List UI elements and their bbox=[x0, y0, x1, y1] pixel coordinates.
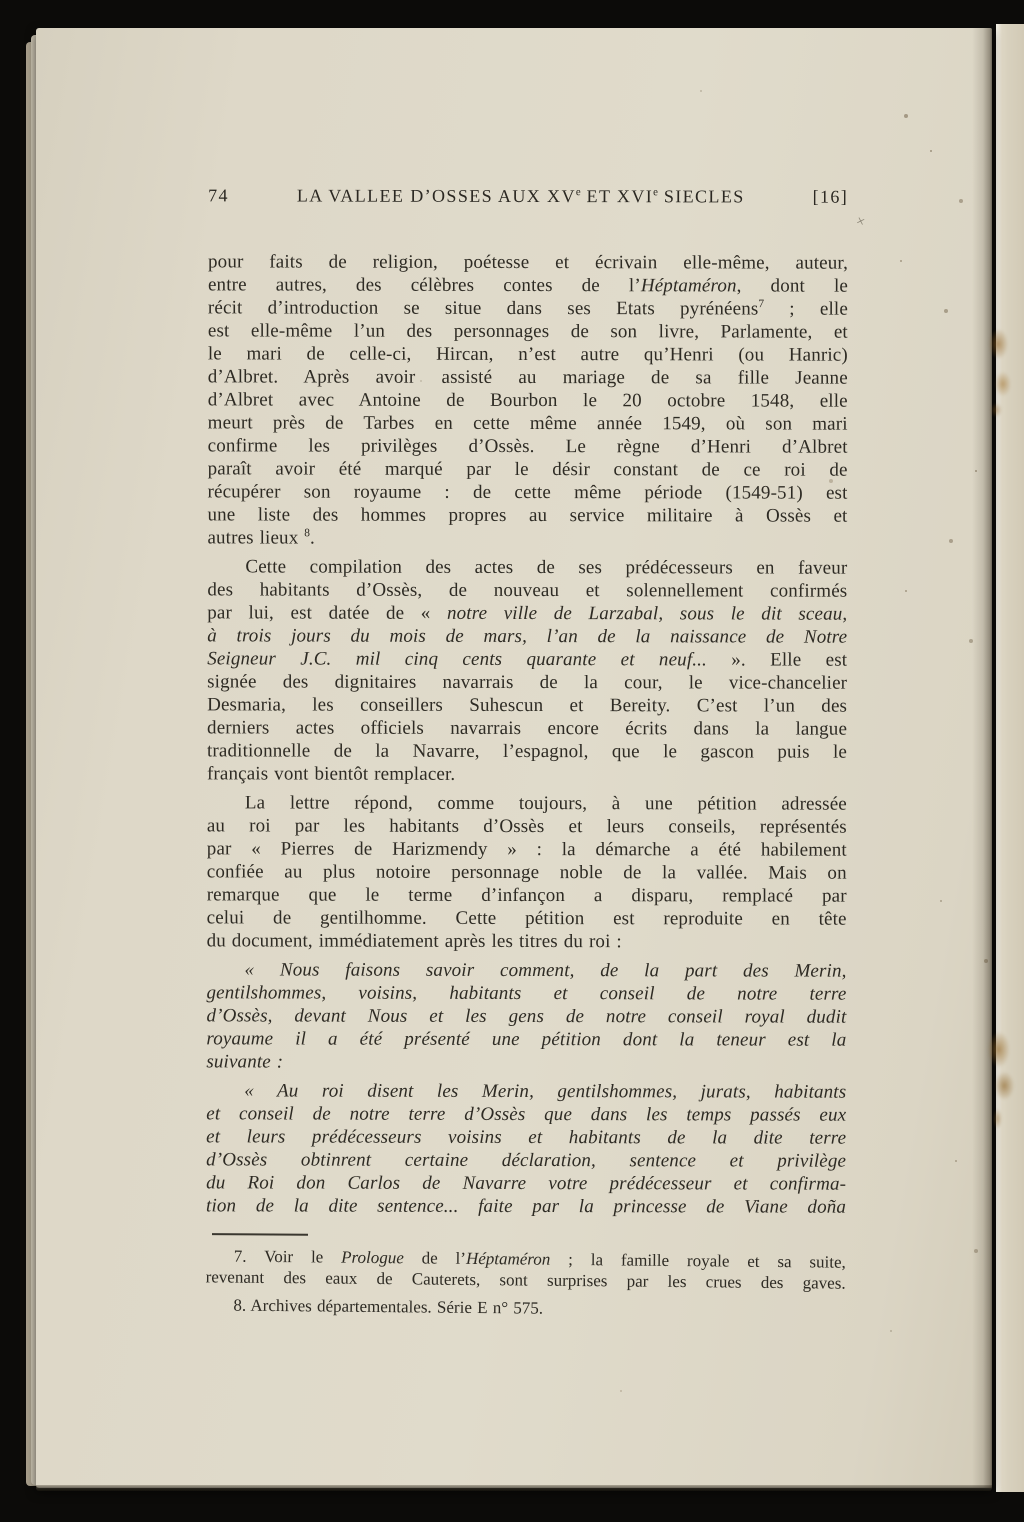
superscript-ref: 8 bbox=[304, 527, 310, 540]
footnotes bbox=[205, 1245, 846, 1321]
text-run: d’Ossès obtinrent certaine déclaration, sentence et privilège bbox=[206, 1149, 847, 1172]
text-line bbox=[208, 273, 848, 297]
bracket-folio: [16] bbox=[812, 186, 849, 207]
text-line bbox=[206, 1004, 846, 1028]
footnote bbox=[206, 1245, 846, 1293]
text-run: « Nous faisons savoir comment, de la part des Merin, bbox=[244, 959, 847, 982]
text-block bbox=[206, 185, 848, 1323]
text-run: paraît avoir été marqué par le désir constant de ce roi de bbox=[207, 458, 848, 481]
text-run: notre ville de Larzabal, sous le dit sceau, bbox=[446, 602, 848, 625]
text-run: signée des dignitaires navarrais de la cour, le vice-chancelier bbox=[207, 671, 848, 694]
text-line bbox=[206, 1125, 846, 1149]
text-run: 7. Voir le bbox=[233, 1246, 342, 1267]
text-line bbox=[207, 860, 847, 884]
text-run: est elle-même l’un des personnages de son livre, Parlamente, et bbox=[207, 320, 848, 343]
text-run: du document, immédiatement après les titres du roi : bbox=[206, 930, 622, 953]
text-run: par lui, est datée de « bbox=[207, 602, 448, 624]
text-run: d’Albret avec Antoine de Bourbon le 20 octobre 1548, elle bbox=[207, 389, 848, 412]
text-line bbox=[208, 342, 848, 366]
text-run: ET XVI bbox=[580, 186, 654, 207]
text-line bbox=[207, 958, 847, 982]
paragraph bbox=[207, 250, 848, 550]
text-run: Cette compilation des actes de ses prédécesseurs en faveur bbox=[245, 556, 848, 579]
text-line bbox=[208, 411, 848, 435]
text-line bbox=[207, 883, 847, 907]
book-page bbox=[36, 28, 992, 1488]
body-text bbox=[206, 250, 848, 1218]
text-run: ». Elle est bbox=[731, 649, 848, 671]
text-line bbox=[207, 906, 847, 930]
text-line bbox=[206, 981, 846, 1005]
text-run: du Roi don Carlos de Navarre votre prédécesseur et confirma- bbox=[206, 1172, 847, 1195]
text-line bbox=[207, 929, 847, 953]
text-line bbox=[207, 716, 847, 740]
text-run: royaume il a été présenté une pétition dont la teneur est la bbox=[206, 1028, 847, 1051]
page-number: 74 bbox=[208, 185, 230, 206]
page-header bbox=[208, 185, 848, 207]
text-line bbox=[207, 670, 847, 694]
text-run: à trois jours du mois de mars, l’an de la naissance de Notre bbox=[207, 625, 848, 648]
text-run: français vont bientôt remplacer. bbox=[206, 763, 456, 785]
text-run: de l’ bbox=[403, 1248, 467, 1268]
text-line bbox=[207, 837, 847, 861]
text-run: au roi par les habitants d’Ossès et leurs conseils, représentés bbox=[206, 815, 847, 838]
text-run: Desmaria, les conseillers Suhescun et Bereity. C’est l’un des bbox=[207, 694, 848, 717]
text-run: récit d’introduction se situe dans ses Etats pyrénéens bbox=[207, 297, 759, 320]
footnote-rule bbox=[212, 1233, 308, 1236]
text-run: d’Ossès, devant Nous et les gens de notre conseil royal dudit bbox=[206, 1005, 847, 1028]
superscript-ref: e bbox=[575, 186, 581, 199]
text-line bbox=[208, 296, 848, 320]
text-line bbox=[207, 526, 847, 550]
text-run: récupérer son royaume : de cette même période (1549-51) est bbox=[207, 481, 848, 504]
text-run: ; la famille royale et sa suite, bbox=[550, 1249, 846, 1272]
text-line bbox=[206, 1079, 846, 1103]
foxing-speckles bbox=[0, 0, 2, 2]
text-run: suivante : bbox=[206, 1051, 284, 1073]
text-line bbox=[206, 1050, 846, 1074]
text-run: 8. Archives départementales. Série E n° 575. bbox=[233, 1295, 544, 1318]
text-run: autres lieux bbox=[207, 527, 305, 549]
text-line bbox=[207, 762, 847, 786]
text-run: celui de gentilhomme. Cette pétition est reproduite en tête bbox=[206, 907, 847, 930]
text-run: « Au roi disent les Merin, gentilshommes, jurats, habitants bbox=[244, 1080, 847, 1103]
text-run: d’Albret. Après avoir assisté au mariage de sa fille Jeanne bbox=[207, 366, 848, 389]
superscript-ref: 7 bbox=[758, 298, 765, 311]
text-run: revenant des eaux de Cauterets, sont surprises par les crues des gaves. bbox=[205, 1267, 846, 1293]
text-line bbox=[206, 1171, 846, 1195]
text-line bbox=[206, 1027, 846, 1051]
text-line bbox=[207, 578, 847, 602]
text-line bbox=[207, 647, 847, 671]
text-run: ; elle bbox=[764, 298, 848, 320]
text-run: confiée au plus notoire personnage noble de la vallée. Mais on bbox=[206, 861, 847, 884]
text-run: pour faits de religion, poétesse et écrivain elle-même, auteur, bbox=[208, 251, 849, 274]
text-line bbox=[208, 365, 848, 389]
text-line bbox=[207, 739, 847, 763]
superscript-ref: e bbox=[653, 186, 658, 199]
text-line bbox=[207, 791, 847, 815]
text-run: des habitants d’Ossès, de nouveau et solennellement confirmés bbox=[207, 579, 848, 602]
text-run: tion de la dite sentence... faite par la princesse de Viane doña bbox=[206, 1195, 847, 1218]
text-line bbox=[208, 434, 848, 458]
text-line bbox=[208, 250, 848, 274]
text-line bbox=[208, 388, 848, 412]
text-run: . bbox=[309, 527, 315, 549]
text-run: Héptaméron bbox=[640, 275, 737, 297]
text-run: Prologue bbox=[341, 1247, 404, 1268]
text-run: Seigneur J.C. mil cinq cents quarante et neuf... bbox=[207, 648, 732, 671]
text-line bbox=[206, 1194, 846, 1218]
text-run: , dont le bbox=[736, 275, 849, 297]
next-page-edge bbox=[996, 24, 1024, 1492]
text-run: remarque que le terme d’infançon a disparu, remplacé par bbox=[206, 884, 847, 907]
text-line bbox=[207, 503, 847, 527]
text-run: derniers actes officiels navarrais encore écrits dans la langue bbox=[207, 717, 848, 740]
text-run: La lettre répond, comme toujours, à une pétition adressée bbox=[244, 792, 847, 815]
pencil-mark: × bbox=[853, 213, 867, 231]
text-line bbox=[206, 1148, 846, 1172]
text-run: le mari de celle-ci, Hircan, n’est autre qu’Henri (ou Hanric) bbox=[207, 343, 848, 366]
text-run: meurt près de Tarbes en cette même année 1549, où son mari bbox=[207, 412, 848, 435]
footnote bbox=[205, 1294, 845, 1321]
text-line bbox=[207, 624, 847, 648]
text-run: et conseil de notre terre d’Ossès que dans les temps passés eux bbox=[206, 1103, 847, 1126]
running-title bbox=[229, 185, 813, 207]
paragraph bbox=[207, 791, 847, 953]
text-run: LA VALLEE D’OSSES AUX XV bbox=[296, 185, 576, 207]
text-run: et leurs prédécesseurs voisins et habitants de la dite terre bbox=[206, 1126, 847, 1149]
text-line bbox=[207, 555, 847, 579]
text-run: par « Pierres de Harizmendy » : la démarche a été habilement bbox=[206, 838, 847, 861]
text-run: entre autres, des célèbres contes de l’ bbox=[207, 274, 641, 297]
text-run: une liste des hommes propres au service militaire à Ossès et bbox=[207, 504, 848, 527]
text-run: traditionnelle de la Navarre, l’espagnol, que le gascon puis le bbox=[206, 740, 848, 763]
text-line bbox=[205, 1294, 845, 1321]
text-line bbox=[208, 319, 848, 343]
text-line bbox=[207, 814, 847, 838]
text-run: Héptaméron bbox=[465, 1248, 551, 1269]
paragraph bbox=[206, 1079, 846, 1218]
text-line bbox=[207, 601, 847, 625]
text-line bbox=[207, 693, 847, 717]
text-line bbox=[206, 1102, 846, 1126]
text-line bbox=[208, 480, 848, 504]
paragraph bbox=[206, 958, 846, 1074]
paragraph bbox=[207, 555, 847, 786]
text-run: confirme les privilèges d’Ossès. Le règne d’Henri d’Albret bbox=[207, 435, 848, 458]
text-run: SIECLES bbox=[657, 186, 745, 207]
text-run: gentilshommes, voisins, habitants et conseil de notre terre bbox=[206, 982, 847, 1005]
text-line bbox=[208, 457, 848, 481]
